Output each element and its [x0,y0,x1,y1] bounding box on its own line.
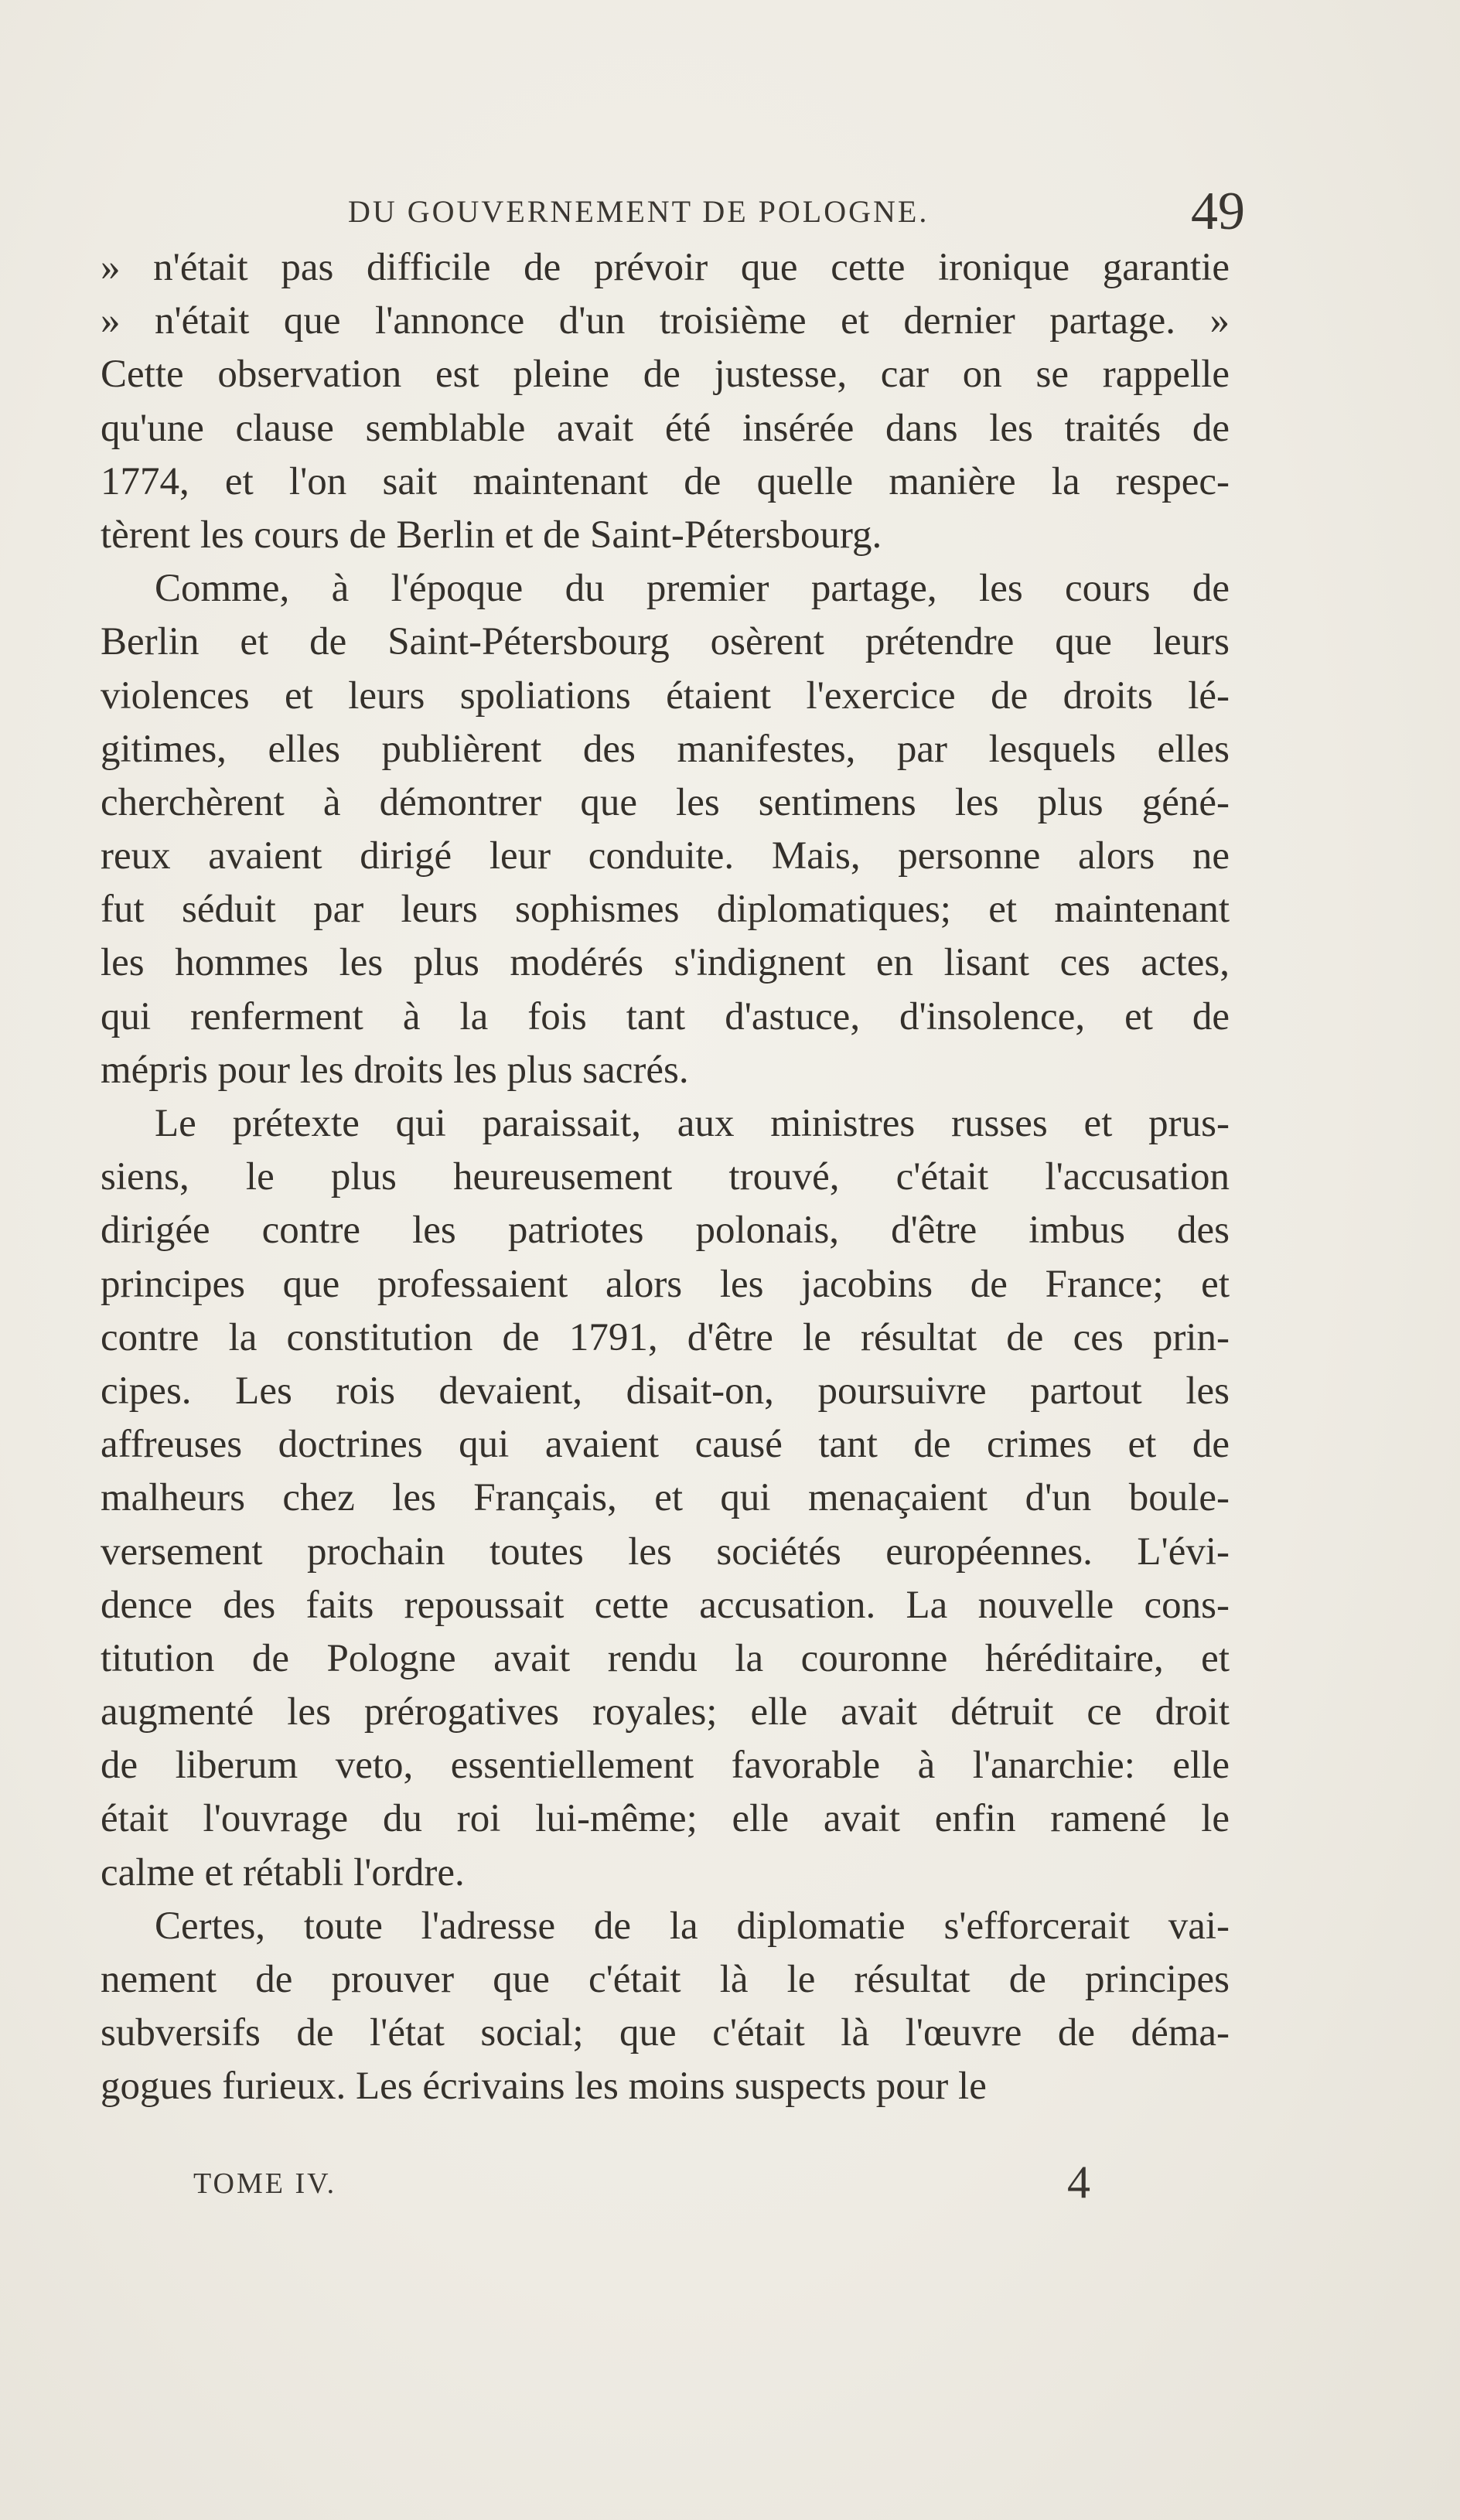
text-line: Berlin et de Saint-Pétersbourg osèrent prétendre que leurs [101,620,1230,664]
text-line: qui renferment à la fois tant d'astuce, d'insolence, et de [101,994,1230,1038]
text-line: augmenté les prérogatives royales; elle avait détruit ce droit [101,1690,1230,1734]
text-line: Cette observation est pleine de justesse, car on se rappelle [101,353,1230,397]
text-line: versement prochain toutes les sociétés européennes. L'évi- [101,1529,1230,1574]
text-line: affreuses doctrines qui avaient causé tant de crimes et de [101,1423,1230,1467]
running-head [101,184,1245,246]
paragraph [101,562,1230,1097]
text-line: » n'était pas difficile de prévoir que cette ironique garantie [101,246,1230,289]
body-text [101,241,1230,2114]
paragraph [101,241,1230,562]
text-line: subversifs de l'état social; que c'était là l'œuvre de déma- [101,2011,1230,2055]
page-footer [193,2156,1090,2218]
text-line: fut séduit par leurs sophismes diplomatiques; et maintenant [101,888,1230,932]
text-line: cipes. Les rois devaient, disait-on, poursuivre partout les [101,1369,1230,1413]
text-line: reux avaient dirigé leur conduite. Mais, personne alors ne [101,834,1230,878]
text-line: malheurs chez les Français, et qui menaçaient d'un boule- [101,1476,1230,1520]
text-line: siens, le plus heureusement trouvé, c'était l'accusation [101,1155,1230,1199]
text-line: les hommes les plus modérés s'indignent en lisant ces actes, [101,941,1230,985]
running-title: DU GOUVERNEMENT DE POLOGNE. [348,194,930,229]
text-line: cherchèrent à démontrer que les sentimens les plus géné- [101,780,1230,824]
paragraph [101,1900,1230,2114]
text-line: calme et rétabli l'ordre. [101,1850,465,1894]
page-number: 49 [1191,182,1245,241]
paragraph [101,1097,1230,1900]
text-line: violences et leurs spoliations étaient l'exercice de droits lé- [101,673,1230,718]
text-line: Comme, à l'époque du premier partage, les cours de [155,567,1230,611]
text-line: principes que professaient alors les jacobins de France; et [101,1262,1230,1306]
text-line: 1774, et l'on sait maintenant de quelle manière la respec- [101,459,1230,503]
text-line: tèrent les cours de Berlin et de Saint-Pétersbourg. [101,513,882,557]
text-line: Certes, toute l'adresse de la diplomatie s'efforcerait vai- [155,1904,1230,1948]
text-line: dirigée contre les patriotes polonais, d'être imbus des [101,1209,1230,1253]
text-line: mépris pour les droits les plus sacrés. [101,1048,689,1092]
text-line: » n'était que l'annonce d'un troisième et dernier partage. » [101,299,1230,343]
text-line: gogues furieux. Les écrivains les moins suspects pour le [101,2065,987,2109]
text-line: de liberum veto, essentiellement favorable à l'anarchie: elle [101,1744,1230,1788]
volume-label: TOME IV. [193,2167,337,2200]
text-line: était l'ouvrage du roi lui-même; elle avait enfin ramené le [101,1797,1230,1841]
text-line: Le prétexte qui paraissait, aux ministres russes et prus- [155,1102,1230,1145]
text-line: gitimes, elles publièrent des manifestes, par lesquels elles [101,727,1230,771]
signature-mark: 4 [1067,2157,1090,2208]
text-line: nement de prouver que c'était là le résultat de principes [101,1958,1230,2001]
text-line: qu'une clause semblable avait été insérée dans les traités de [101,406,1230,450]
text-line: dence des faits repoussait cette accusation. La nouvelle cons- [101,1583,1230,1627]
text-line: titution de Pologne avait rendu la couronne héréditaire, et [101,1636,1230,1680]
text-line: contre la constitution de 1791, d'être le résultat de ces prin- [101,1315,1230,1359]
